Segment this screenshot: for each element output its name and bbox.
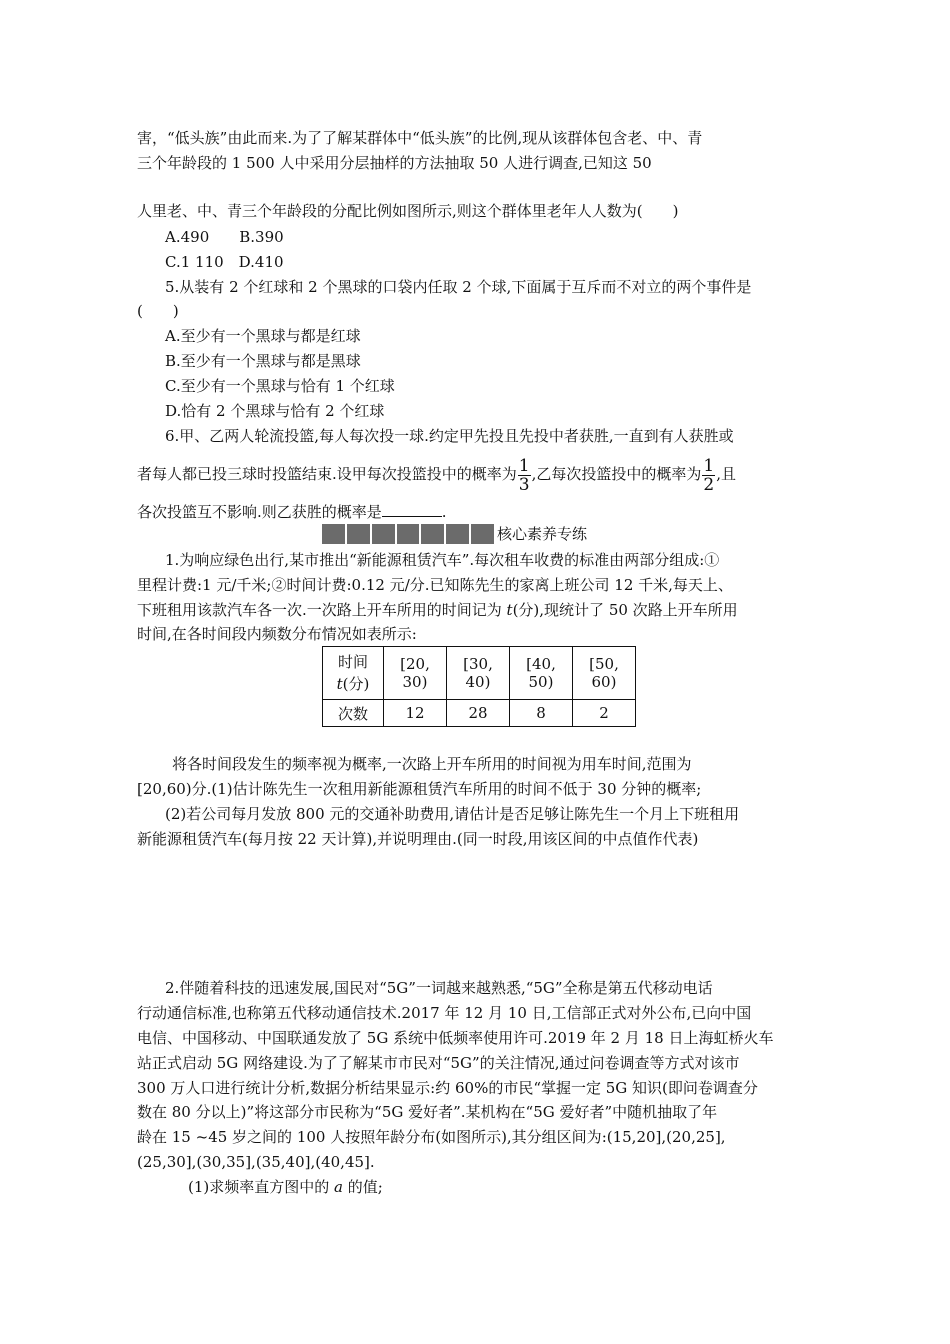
q6-line-1: 6.甲、乙两人轮流投篮,每人每次投一球.约定甲先投且先投中者获胜,一直到有人获胜或 <box>165 427 734 445</box>
p1-line-2: 里程计费:1 元/千米;②时间计费:0.12 元/分.已知陈先生的家离上班公司 12 千米,每天上、 <box>137 576 733 594</box>
q5-line-1: 5.从装有 2 个红球和 2 个黑球的口袋内任取 2 个球,下面属于互斥而不对立的两个事件是 <box>165 278 752 296</box>
q4-line-1: 害，“低头族”由此而来.为了了解某群体中“低头族”的比例,现从该群体包含老、中、青 <box>137 129 703 147</box>
fraction-numerator: 1 <box>518 455 530 476</box>
fraction-denominator: 2 <box>703 474 715 495</box>
p2-line-4: 站正式启动 5G 网络建设.为了了解某市市民对“5G”的关注情况,通过问卷调查等方式对该市 <box>137 1054 740 1072</box>
q4-line-3: 人里老、中、青三个年龄段的分配比例如图所示,则这个群体里老年人人数为( ) <box>137 202 679 220</box>
q6-line-2-text-b: ,乙每次投篮投中的概率为 <box>531 465 702 483</box>
p1-after-4: 新能源租赁汽车(每月按 22 天计算),并说明理由.(同一时段,用该区间的中点值作代表) <box>137 830 699 848</box>
p2-line-2: 行动通信标准,也称第五代移动通信技术.2017 年 12 月 10 日,工信部正式对外公布,已向中国 <box>137 1004 752 1022</box>
fraction-numerator: 1 <box>703 455 715 476</box>
p1-after-3: (2)若公司每月发放 800 元的交通补助费用,请估计是否足够让陈先生一个月上下班租用 <box>165 805 740 823</box>
q4-options-row-1: A.490 B.390 <box>165 228 284 246</box>
q5-option-c: C.至少有一个黑球与恰有 1 个红球 <box>165 377 395 395</box>
p2-line-6: 数在 80 分以上)”将这部分市民称为“5G 爱好者”.某机构在“5G 爱好者”中随机抽取了年 <box>137 1103 718 1121</box>
p1-line-3-text-b: (分),现统计了 50 次路上开车所用 <box>512 601 738 619</box>
q4-options-row-2: C.1 110 D.410 <box>165 253 284 271</box>
table-header-row <box>323 647 636 700</box>
p1-line-3 <box>137 600 738 620</box>
p2-sub-1-text-a: (1)求频率直方图中的 <box>188 1178 335 1196</box>
q5-line-2: ( ) <box>137 302 179 320</box>
p2-line-3: 电信、中国移动、中国联通发放了 5G 系统中低频率使用许可.2019 年 2 月 18 日上海虹桥火车 <box>137 1029 774 1047</box>
q6-line-2 <box>137 454 736 494</box>
p2-sub-question-1 <box>188 1177 383 1197</box>
q6-line-3-end: . <box>441 503 447 521</box>
q5-option-b: B.至少有一个黑球与都是黑球 <box>165 352 361 370</box>
table-cell: 2 <box>573 700 636 727</box>
answer-blank[interactable] <box>382 500 442 517</box>
q5-option-a: A.至少有一个黑球与都是红球 <box>165 327 361 345</box>
frequency-table <box>322 646 636 727</box>
fraction-one-third <box>518 457 531 494</box>
table-row-label: 次数 <box>323 700 384 727</box>
table-header-label-line-2: (分) <box>342 675 370 693</box>
q5-option-d: D.恰有 2 个黑球与恰有 2 个红球 <box>165 402 385 420</box>
p1-line-4: 时间,在各时间段内频数分布情况如表所示: <box>137 625 417 643</box>
section-decoration-bar <box>322 524 494 544</box>
table-cell: [40, 50) <box>510 647 573 700</box>
q6-line-2-text-c: ,且 <box>716 465 736 483</box>
table-cell: 12 <box>384 700 447 727</box>
p1-after-1: 将各时间段发生的频率视为概率,一次路上开车所用的时间视为用车时间,范围为 <box>172 755 692 773</box>
p2-line-5: 300 万人口进行统计分析,数据分析结果显示:约 60%的市民“掌握一定 5G 知识(即问卷调查分 <box>137 1079 758 1097</box>
variable-t: t <box>506 601 513 619</box>
p2-line-8: (25,30],(30,35],(35,40],(40,45]. <box>137 1153 375 1171</box>
section-title: 核心素养专练 <box>497 525 588 543</box>
p1-after-2: [20,60)分.(1)估计陈先生一次租用新能源租赁汽车所用的时间不低于 30 分钟的概率; <box>137 780 702 798</box>
p2-line-1: 2.伴随着科技的迅速发展,国民对“5G”一词越来越熟悉,“5G”全称是第五代移动电话 <box>165 979 713 997</box>
table-header-label <box>323 647 384 700</box>
table-cell: 8 <box>510 700 573 727</box>
table-cell: 28 <box>447 700 510 727</box>
p1-line-3-text-a: 下班租用该款汽车各一次.一次路上开车所用的时间记为 <box>137 601 507 619</box>
q6-line-3 <box>137 500 447 522</box>
fraction-one-half <box>702 457 715 494</box>
table-cell: [50, 60) <box>573 647 636 700</box>
table-cell: [20, 30) <box>384 647 447 700</box>
table-header-label-line-1: 时间 <box>337 653 368 671</box>
q6-line-2-text-a: 者每人都已投三球时投篮结束.设甲每次投篮投中的概率为 <box>137 465 517 483</box>
p2-sub-1-text-b: 的值; <box>342 1178 383 1196</box>
table-cell: [30, 40) <box>447 647 510 700</box>
q4-line-2: 三个年龄段的 1 500 人中采用分层抽样的方法抽取 50 人进行调查,已知这 50 <box>137 154 652 172</box>
fraction-denominator: 3 <box>518 474 530 495</box>
p2-line-7: 龄在 15 ~45 岁之间的 100 人按照年龄分布(如图所示),其分组区间为:(15,20],(20,25], <box>137 1128 726 1146</box>
variable-t: t <box>336 675 343 693</box>
table-row <box>323 700 636 727</box>
q6-line-3-text: 各次投篮互不影响.则乙获胜的概率是 <box>137 503 382 521</box>
p1-line-1: 1.为响应绿色出行,某市推出“新能源租赁汽车”.每次租车收费的标准由两部分组成:① <box>165 551 720 569</box>
variable-a: a <box>334 1178 343 1196</box>
